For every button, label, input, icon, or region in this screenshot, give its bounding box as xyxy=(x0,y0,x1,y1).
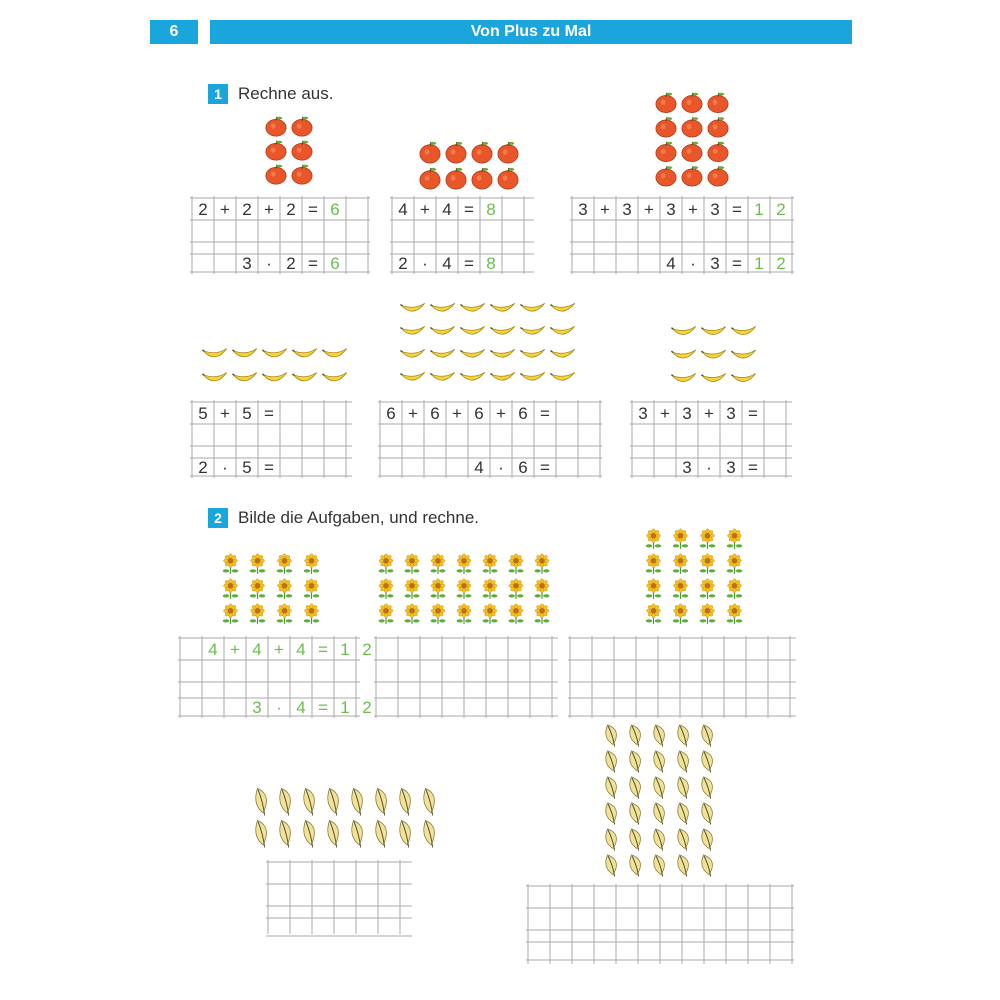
banana-icon xyxy=(460,326,484,334)
answer-grid-2 xyxy=(390,196,534,274)
banana-icon xyxy=(400,326,424,334)
flower-icon xyxy=(379,604,394,624)
banana-icon xyxy=(490,326,514,334)
flower-icon xyxy=(509,554,524,574)
feather-icon xyxy=(400,788,411,815)
flower-icon xyxy=(673,529,689,549)
grid-cell-text: 3 xyxy=(682,404,692,423)
grid-cell-text: 5 xyxy=(198,404,208,423)
feather-icon xyxy=(630,725,641,747)
grid-cell-text: 1 xyxy=(754,200,764,219)
feather-group xyxy=(600,722,724,882)
banana-icon xyxy=(520,303,544,311)
grid-cell-text: 2 xyxy=(198,200,208,219)
task-instruction: Rechne aus. xyxy=(238,84,334,103)
flower-icon xyxy=(535,604,550,624)
grid-cell-text: 6 xyxy=(518,458,528,477)
flower-icon xyxy=(535,554,550,574)
flower-icon xyxy=(646,554,662,574)
flower-icon xyxy=(700,604,716,624)
banana-icon xyxy=(262,373,286,381)
feather-icon xyxy=(256,788,267,815)
apple-icon xyxy=(656,166,676,186)
flower-icon xyxy=(379,579,394,599)
feather-icon xyxy=(606,751,617,773)
grid-cell-text: 6 xyxy=(330,200,340,219)
answer-grid-4 xyxy=(190,400,352,478)
grid-cell-text: 4 xyxy=(442,200,452,219)
flower-icon xyxy=(379,554,394,574)
grid-cell-text: + xyxy=(688,200,698,219)
answer-grid-empty xyxy=(374,636,558,718)
feather-icon xyxy=(630,829,641,851)
grid-cell-text: 3 xyxy=(726,404,736,423)
banana-icon xyxy=(701,350,725,358)
banana-icon xyxy=(322,373,346,381)
flower-icon xyxy=(646,529,662,549)
flower-icon xyxy=(673,554,689,574)
banana-icon xyxy=(520,326,544,334)
flower-icon xyxy=(250,554,266,574)
flower-group xyxy=(217,551,327,629)
flower-icon xyxy=(727,554,743,574)
feather-icon xyxy=(630,777,641,799)
banana-icon xyxy=(520,349,544,357)
grid-cell-text: 4 xyxy=(296,640,306,659)
grid-cell-text: 2 xyxy=(362,698,372,717)
apple-icon xyxy=(420,168,440,189)
flower-icon xyxy=(727,579,743,599)
flower-icon xyxy=(304,579,320,599)
banana-icon xyxy=(731,350,755,358)
flower-icon xyxy=(727,604,743,624)
flower-icon xyxy=(431,604,446,624)
banana-icon xyxy=(671,326,695,334)
feather-icon xyxy=(280,788,291,815)
task-number: 1 xyxy=(208,84,228,104)
feather-icon xyxy=(630,751,641,773)
banana-icon xyxy=(202,349,226,357)
grid-cell-text: 6 xyxy=(474,404,484,423)
flower-icon xyxy=(457,554,472,574)
flower-icon xyxy=(646,604,662,624)
flower-icon xyxy=(277,554,293,574)
grid-cell-text: + xyxy=(644,200,654,219)
answer-grid-example xyxy=(178,636,372,718)
grid-cell-text: 3 xyxy=(710,200,720,219)
apple-group xyxy=(417,139,523,193)
banana-icon xyxy=(400,349,424,357)
feather-icon xyxy=(606,725,617,747)
grid-cell-text: + xyxy=(704,404,714,423)
flower-icon xyxy=(509,604,524,624)
apple-icon xyxy=(472,142,492,163)
grid-cell-text: 3 xyxy=(578,200,588,219)
grid-cell-text: · xyxy=(276,698,282,717)
flower-icon xyxy=(700,554,716,574)
grid-cell-text: 3 xyxy=(682,458,692,477)
banana-icon xyxy=(550,372,574,380)
feather-icon xyxy=(328,788,339,815)
banana-icon xyxy=(430,326,454,334)
feather-icon xyxy=(352,788,363,815)
grid-cell-text: = xyxy=(732,200,742,219)
apple-icon xyxy=(656,142,676,162)
grid-cell-text: 8 xyxy=(486,254,496,273)
grid-cell-text: + xyxy=(230,640,240,659)
feather-group xyxy=(250,785,444,851)
feather-icon xyxy=(702,855,713,877)
banana-icon xyxy=(490,303,514,311)
grid-cell-text: 1 xyxy=(340,698,350,717)
flower-icon xyxy=(727,529,743,549)
grid-cell-text: 4 xyxy=(442,254,452,273)
feather-icon xyxy=(654,751,665,773)
flower-icon xyxy=(405,604,420,624)
grid-cell-text: 3 xyxy=(666,200,676,219)
grid-cell-text: 2 xyxy=(776,200,786,219)
feather-icon xyxy=(606,803,617,825)
grid-cell-text: + xyxy=(600,200,610,219)
grid-cell-text: = xyxy=(464,200,474,219)
feather-icon xyxy=(424,788,435,815)
feather-icon xyxy=(702,829,713,851)
apple-icon xyxy=(266,165,286,184)
grid-cell-text: · xyxy=(706,458,712,477)
grid-cell-text: 6 xyxy=(386,404,396,423)
grid-cell-text: = xyxy=(748,458,758,477)
banana-icon xyxy=(460,349,484,357)
grid-cell-text: 3 xyxy=(710,254,720,273)
banana-icon xyxy=(701,326,725,334)
grid-cell-text: = xyxy=(464,254,474,273)
grid-cell-text: 6 xyxy=(518,404,528,423)
feather-icon xyxy=(606,829,617,851)
flower-icon xyxy=(223,579,239,599)
apple-icon xyxy=(682,166,702,186)
feather-icon xyxy=(702,803,713,825)
apple-icon xyxy=(708,166,728,186)
grid-cell-text: 3 xyxy=(726,458,736,477)
answer-grid-empty xyxy=(266,860,412,934)
banana-icon xyxy=(232,349,256,357)
feather-icon xyxy=(630,855,641,877)
flower-icon xyxy=(535,579,550,599)
feather-icon xyxy=(678,855,689,877)
apple-icon xyxy=(682,117,702,137)
apple-icon xyxy=(708,93,728,113)
answer-grid-6 xyxy=(630,400,792,478)
grid-cell-text: 4 xyxy=(474,458,484,477)
banana-icon xyxy=(550,326,574,334)
feather-icon xyxy=(376,788,387,815)
flower-icon xyxy=(673,579,689,599)
grid-cell-text: + xyxy=(264,200,274,219)
banana-icon xyxy=(430,303,454,311)
apple-icon xyxy=(682,142,702,162)
feather-icon xyxy=(702,751,713,773)
apple-group xyxy=(653,90,733,190)
feather-icon xyxy=(352,820,363,847)
answer-grid-3 xyxy=(570,196,794,274)
banana-icon xyxy=(262,349,286,357)
grid-cell-text: 4 xyxy=(666,254,676,273)
banana-icon xyxy=(292,373,316,381)
grid-cell-text: = xyxy=(308,200,318,219)
page-number: 6 xyxy=(150,20,198,44)
flower-icon xyxy=(700,579,716,599)
grid-cell-text: + xyxy=(452,404,462,423)
answer-grid-1 xyxy=(190,196,370,274)
grid-cell-text: 6 xyxy=(330,254,340,273)
grid-cell-text: = xyxy=(264,458,274,477)
feather-icon xyxy=(606,777,617,799)
apple-icon xyxy=(682,93,702,113)
grid-cell-text: 3 xyxy=(252,698,262,717)
grid-cell-text: 2 xyxy=(286,200,296,219)
grid-cell-text: + xyxy=(220,404,230,423)
grid-cell-text: = xyxy=(540,404,550,423)
flower-icon xyxy=(700,529,716,549)
banana-icon xyxy=(430,349,454,357)
flower-icon xyxy=(483,579,498,599)
grid-cell-text: 2 xyxy=(776,254,786,273)
flower-icon xyxy=(509,579,524,599)
grid-cell-text: 2 xyxy=(198,458,208,477)
flower-group xyxy=(640,526,752,629)
answer-grid-empty xyxy=(526,884,794,964)
grid-cell-text: 2 xyxy=(242,200,252,219)
banana-icon xyxy=(202,373,226,381)
banana-icon xyxy=(550,303,574,311)
flower-icon xyxy=(646,579,662,599)
grid-cell-text: 2 xyxy=(286,254,296,273)
flower-icon xyxy=(673,604,689,624)
flower-icon xyxy=(483,604,498,624)
answer-grid-empty xyxy=(568,636,796,718)
answer-grid-5 xyxy=(378,400,602,478)
banana-icon xyxy=(400,303,424,311)
flower-icon xyxy=(304,554,320,574)
feather-icon xyxy=(606,855,617,877)
grid-cell-text: + xyxy=(220,200,230,219)
grid-cell-text: = xyxy=(732,254,742,273)
feather-icon xyxy=(280,820,291,847)
feather-icon xyxy=(678,803,689,825)
grid-cell-text: 1 xyxy=(754,254,764,273)
feather-icon xyxy=(256,820,267,847)
apple-group xyxy=(263,114,317,190)
feather-icon xyxy=(678,777,689,799)
apple-icon xyxy=(266,141,286,160)
grid-cell-text: 5 xyxy=(242,458,252,477)
feather-icon xyxy=(328,820,339,847)
apple-icon xyxy=(656,117,676,137)
banana-icon xyxy=(671,373,695,381)
feather-icon xyxy=(400,820,411,847)
flower-icon xyxy=(483,554,498,574)
feather-icon xyxy=(678,725,689,747)
page-title: Von Plus zu Mal xyxy=(210,20,852,44)
flower-icon xyxy=(277,579,293,599)
apple-icon xyxy=(292,117,312,136)
apple-icon xyxy=(472,168,492,189)
banana-icon xyxy=(490,372,514,380)
grid-cell-text: 3 xyxy=(638,404,648,423)
flower-icon xyxy=(250,604,266,624)
feather-icon xyxy=(654,855,665,877)
apple-icon xyxy=(292,165,312,184)
apple-icon xyxy=(266,117,286,136)
banana-icon xyxy=(292,349,316,357)
flower-icon xyxy=(457,579,472,599)
grid-cell-text: · xyxy=(266,254,272,273)
grid-cell-text: = xyxy=(318,640,328,659)
banana-icon xyxy=(322,349,346,357)
flower-icon xyxy=(223,604,239,624)
flower-group xyxy=(373,551,559,629)
grid-cell-text: · xyxy=(498,458,504,477)
banana-icon xyxy=(430,372,454,380)
banana-icon xyxy=(701,373,725,381)
feather-icon xyxy=(654,829,665,851)
grid-cell-text: 8 xyxy=(486,200,496,219)
feather-icon xyxy=(304,788,315,815)
grid-cell-text: · xyxy=(422,254,428,273)
grid-cell-text: 3 xyxy=(622,200,632,219)
grid-cell-text: = xyxy=(264,404,274,423)
feather-icon xyxy=(678,829,689,851)
apple-icon xyxy=(498,142,518,163)
feather-icon xyxy=(630,803,641,825)
feather-icon xyxy=(654,725,665,747)
grid-cell-text: + xyxy=(660,404,670,423)
grid-cell-text: 6 xyxy=(430,404,440,423)
grid-cell-text: · xyxy=(690,254,696,273)
flower-icon xyxy=(457,604,472,624)
feather-icon xyxy=(424,820,435,847)
flower-icon xyxy=(250,579,266,599)
feather-icon xyxy=(678,751,689,773)
grid-cell-text: 4 xyxy=(398,200,408,219)
flower-icon xyxy=(431,554,446,574)
feather-icon xyxy=(304,820,315,847)
grid-cell-text: 4 xyxy=(296,698,306,717)
apple-icon xyxy=(446,142,466,163)
grid-cell-text: 2 xyxy=(398,254,408,273)
banana-icon xyxy=(232,373,256,381)
apple-icon xyxy=(292,141,312,160)
task-2-heading xyxy=(208,508,479,528)
grid-cell-text: 5 xyxy=(242,404,252,423)
flower-icon xyxy=(431,579,446,599)
grid-cell-text: 4 xyxy=(252,640,262,659)
grid-cell-text: · xyxy=(222,458,228,477)
task-instruction: Bilde die Aufgaben, und rechne. xyxy=(238,508,480,527)
apple-icon xyxy=(708,117,728,137)
task-1-heading xyxy=(208,84,333,104)
grid-cell-text: + xyxy=(496,404,506,423)
apple-icon xyxy=(446,168,466,189)
banana-group xyxy=(398,296,583,390)
apple-icon xyxy=(708,142,728,162)
banana-icon xyxy=(490,349,514,357)
banana-icon xyxy=(520,372,544,380)
grid-cell-text: 3 xyxy=(242,254,252,273)
grid-cell-text: 2 xyxy=(362,640,372,659)
banana-icon xyxy=(460,372,484,380)
grid-cell-text: + xyxy=(274,640,284,659)
flower-icon xyxy=(405,554,420,574)
apple-icon xyxy=(498,168,518,189)
banana-icon xyxy=(671,350,695,358)
banana-group xyxy=(200,341,355,391)
feather-icon xyxy=(654,777,665,799)
apple-icon xyxy=(420,142,440,163)
grid-cell-text: = xyxy=(308,254,318,273)
feather-icon xyxy=(654,803,665,825)
feather-icon xyxy=(376,820,387,847)
banana-icon xyxy=(460,303,484,311)
grid-cell-text: 4 xyxy=(208,640,218,659)
banana-icon xyxy=(731,373,755,381)
flower-icon xyxy=(223,554,239,574)
grid-cell-text: = xyxy=(540,458,550,477)
grid-cell-text: 1 xyxy=(340,640,350,659)
grid-cell-text: = xyxy=(748,404,758,423)
banana-icon xyxy=(550,349,574,357)
grid-cell-text: = xyxy=(318,698,328,717)
banana-icon xyxy=(400,372,424,380)
feather-icon xyxy=(702,777,713,799)
flower-icon xyxy=(277,604,293,624)
flower-icon xyxy=(304,604,320,624)
banana-icon xyxy=(731,326,755,334)
apple-icon xyxy=(656,93,676,113)
banana-group xyxy=(669,319,764,391)
grid-cell-text: + xyxy=(420,200,430,219)
feather-icon xyxy=(702,725,713,747)
grid-cell-text: + xyxy=(408,404,418,423)
task-number: 2 xyxy=(208,508,228,528)
flower-icon xyxy=(405,579,420,599)
